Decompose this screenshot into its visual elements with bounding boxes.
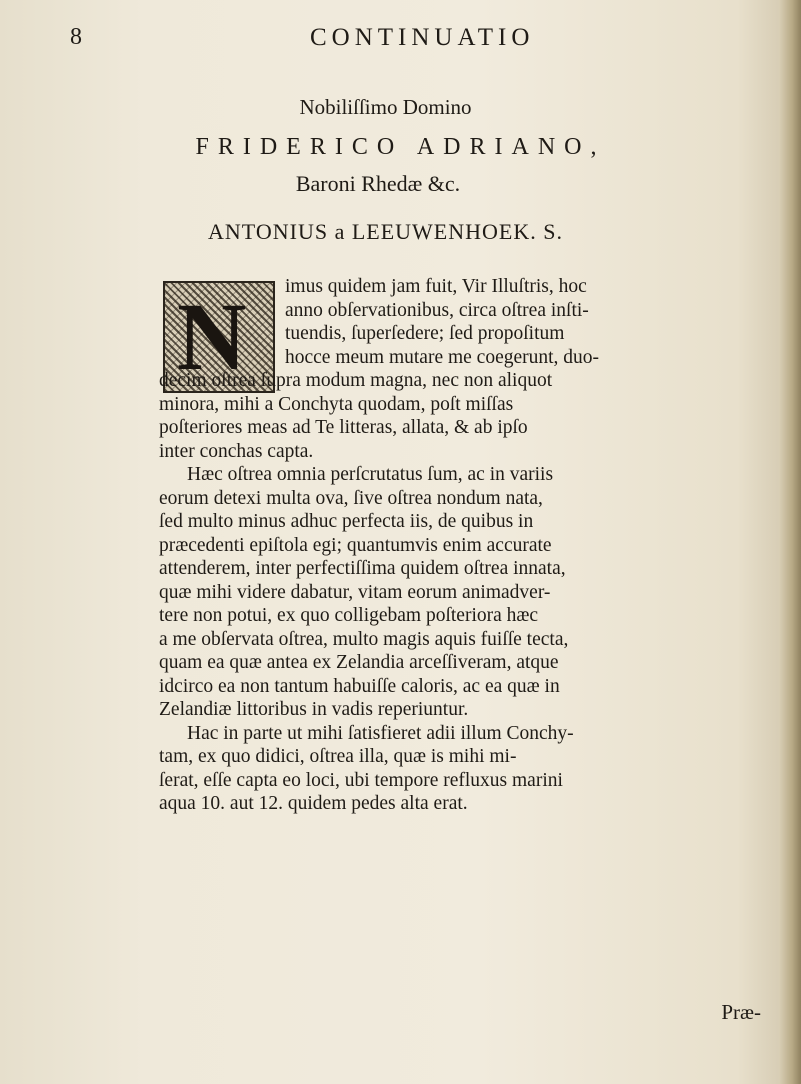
text-line: tere non potui, ex quo colligebam poſteriora hæc	[159, 605, 539, 626]
text-line: præcedenti epiſtola egi; quantumvis enim accurate	[159, 534, 552, 556]
text-line: quam ea quæ antea ex Zelandia arceſſiveram, atque	[159, 652, 559, 673]
text-line: tam, ex quo didici, oſtrea illa, quæ is mihi mi-	[159, 746, 517, 767]
text-line: tuendis, ſuperſedere; ſed propoſitum	[285, 323, 565, 344]
text-line: eorum detexi multa ova, ſive oſtrea nondum nata,	[159, 487, 543, 509]
text-line: anno obſervationibus, circa oſtrea inſti-	[285, 299, 589, 321]
body-text	[159, 275, 765, 816]
initial-letter: N	[177, 283, 247, 390]
text-line: inter conchas capta.	[159, 440, 314, 462]
dedication-title: Baroni Rhedæ &c.	[295, 171, 461, 196]
dedication-name: FRIDERICO ADRIANO,	[195, 134, 606, 160]
running-title: CONTINUATIO	[310, 24, 535, 51]
page-header	[70, 20, 790, 60]
text-line: attenderem, inter perfectiſſima quidem oſtrea innata,	[159, 558, 566, 579]
dedication-line-1: Nobiliſſimo Domino	[299, 95, 472, 119]
text-line: a me obſervata oſtrea, multo magis aquis fuiſſe tecta,	[159, 628, 569, 650]
text-line: poſteriores meas ad Te litteras, allata, & ab ipſo	[159, 417, 528, 438]
catchword: Præ-	[721, 1000, 761, 1024]
text-line: decim oſtrea ſupra modum magna, nec non aliquot	[159, 370, 553, 391]
author-salutation: ANTONIUS a LEEUWENHOEK. S.	[208, 219, 563, 244]
text-line: Hæc oſtrea omnia perſcrutatus ſum, ac in variis	[187, 464, 554, 485]
page-number: 8	[70, 24, 83, 50]
text-line: hocce meum mutare me coegerunt, duo-	[285, 346, 600, 368]
dedication-block	[0, 95, 801, 245]
text-line: minora, mihi a Conchyta quodam, poſt miſſas	[159, 393, 514, 415]
text-line: aqua 10. aut 12. quidem pedes alta erat.	[159, 793, 468, 814]
text-line: ſed multo minus adhuc perfecta iis, de quibus in	[159, 511, 534, 532]
text-line: Hac in parte ut mihi ſatisfieret adii illum Conchy-	[187, 722, 574, 744]
text-line: ſerat, eſſe capta eo loci, ubi tempore refluxus marini	[159, 769, 563, 791]
text-line: quæ mihi videre dabatur, vitam eorum animadver-	[159, 581, 551, 603]
text-line: Zelandiæ littoribus in vadis reperiuntur.	[159, 699, 469, 720]
text-line: imus quidem jam fuit, Vir Illuſtris, hoc	[285, 276, 587, 297]
text-line: idcirco ea non tantum habuiſſe caloris, ac ea quæ in	[159, 675, 560, 697]
